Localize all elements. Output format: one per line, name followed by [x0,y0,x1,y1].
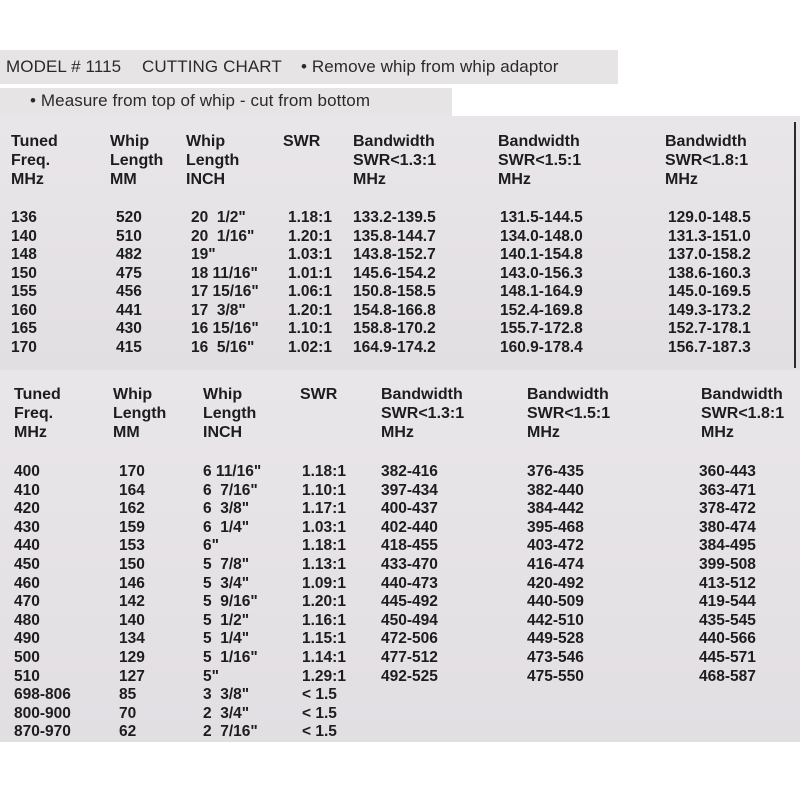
tuned-freq-cell: 148 [11,246,37,263]
bandwidth-1-5-cell: 403-472 [527,537,584,555]
whip-length-mm-cell: 127 [119,667,145,685]
bandwidth-1-3-header-line: Bandwidth [353,133,435,150]
bandwidth-1-3-cell: 400-437 [381,500,438,518]
tuned-freq-header-line: MHz [11,171,44,188]
tuned-freq-cell: 450 [14,556,40,573]
whip-length-inch-header-line: Whip [203,386,243,403]
tuned-freq-cell: 698-806 [14,686,71,704]
tuned-freq-header-line: Tuned [14,386,61,403]
whip-length-mm-header-line: Whip [110,133,150,150]
tuned-freq-cell: 510 [14,667,40,685]
bandwidth-1-5-header-line: MHz [498,171,531,188]
bandwidth-1-8-header-line: MHz [701,424,734,441]
swr-cell: 1.29:1 [302,667,346,685]
bandwidth-1-8-cell: 419-544 [699,593,756,611]
bandwidth-1-3-cell: 135.8-144.7 [353,227,436,245]
cutting-chart-vhf [0,116,800,370]
swr-cell: 1.20:1 [302,593,346,611]
bandwidth-1-3-header-line: MHz [381,424,414,441]
bandwidth-1-8-cell: 156.7-187.3 [668,338,751,356]
swr-cell: 1.20:1 [288,227,332,245]
whip-length-mm-cell: 162 [119,500,145,518]
swr-cell: 1.03:1 [288,246,332,263]
tuned-freq-cell: 400 [14,463,40,480]
bandwidth-1-8-cell: 468-587 [699,667,756,685]
tuned-freq-cell: 480 [14,611,40,629]
bandwidth-1-8-header-line: Bandwidth [665,133,747,150]
tuned-freq-cell: 140 [11,227,37,245]
bandwidth-1-8-cell: 131.3-151.0 [668,227,751,245]
whip-length-inch-header-line: Length [203,405,257,422]
tuned-freq-cell: 410 [14,481,40,499]
whip-length-inch-header-line: Length [186,152,240,169]
bandwidth-1-3-cell: 397-434 [381,481,438,499]
bandwidth-1-3-cell: 133.2-139.5 [353,209,436,226]
bandwidth-1-3-cell: 143.8-152.7 [353,246,436,263]
title-strip [0,50,618,84]
bandwidth-1-5-cell: 131.5-144.5 [500,209,583,226]
tuned-freq-cell: 470 [14,593,40,611]
whip-length-inch-cell: 6 1/4" [203,518,250,536]
tuned-freq-cell: 430 [14,518,40,536]
bandwidth-1-5-cell: 160.9-178.4 [500,338,583,356]
bandwidth-1-8-cell: 360-443 [699,463,756,480]
bandwidth-1-5-header-line: SWR<1.5:1 [498,152,582,169]
swr-cell: 1.09:1 [302,574,346,592]
bandwidth-1-8-cell: 149.3-173.2 [668,301,751,319]
swr-header-line: SWR [300,386,338,403]
whip-length-inch-cell: 17 15/16" [191,283,259,300]
whip-length-inch-cell: 5 1/2" [203,611,250,629]
whip-length-inch-cell: 2 3/4" [203,704,250,722]
bandwidth-1-5-cell: 416-474 [527,556,584,573]
tuned-freq-cell: 870-970 [14,723,71,741]
bandwidth-1-3-cell: 145.6-154.2 [353,264,436,282]
bandwidth-1-8-header-line: MHz [665,171,698,188]
tuned-freq-cell: 440 [14,537,40,555]
bandwidth-1-3-header-line: SWR<1.3:1 [381,405,465,422]
tuned-freq-cell: 490 [14,630,40,648]
bandwidth-1-3-cell: 150.8-158.5 [353,283,436,300]
swr-cell: 1.18:1 [288,209,332,226]
whip-length-mm-cell: 159 [119,518,145,536]
bandwidth-1-8-cell: 413-512 [699,574,756,592]
whip-length-mm-cell: 415 [116,338,142,356]
bandwidth-1-3-cell: 492-525 [381,667,438,685]
bandwidth-1-8-cell: 363-471 [699,481,756,499]
whip-length-inch-cell: 16 5/16" [191,338,255,356]
whip-length-mm-cell: 150 [119,556,145,573]
whip-length-mm-cell: 456 [116,283,142,300]
swr-cell: 1.18:1 [302,537,346,555]
swr-cell: < 1.5 [302,723,337,741]
whip-length-mm-cell: 146 [119,574,145,592]
swr-cell: 1.15:1 [302,630,346,648]
bandwidth-1-3-cell: 445-492 [381,593,438,611]
tuned-freq-cell: 500 [14,649,40,666]
bandwidth-1-8-cell: 445-571 [699,649,756,666]
tuned-freq-cell: 150 [11,264,37,282]
whip-length-mm-cell: 482 [116,246,142,263]
tuned-freq-header-line: Freq. [14,405,54,422]
whip-length-mm-cell: 441 [116,301,142,319]
whip-length-inch-cell: 18 11/16" [191,264,258,282]
tuned-freq-cell: 460 [14,574,40,592]
whip-length-inch-cell: 17 3/8" [191,301,246,319]
bandwidth-1-3-cell: 450-494 [381,611,438,629]
instruction-strip [0,88,452,116]
edge-rule [794,122,796,368]
whip-length-inch-cell: 5 9/16" [203,593,258,611]
bandwidth-1-8-header-line: SWR<1.8:1 [701,405,785,422]
model-number: MODEL # 1115 [6,57,122,76]
tuned-freq-cell: 136 [11,209,37,226]
bandwidth-1-5-cell: 384-442 [527,500,584,518]
bandwidth-1-5-cell: 152.4-169.8 [500,301,583,319]
cutting-chart-uhf [0,370,800,742]
bandwidth-1-3-cell: 382-416 [381,463,438,480]
whip-length-inch-cell: 2 7/16" [203,723,258,741]
bandwidth-1-8-cell: 435-545 [699,611,756,629]
whip-length-mm-cell: 62 [119,723,137,741]
bandwidth-1-5-cell: 440-509 [527,593,584,611]
bandwidth-1-3-cell: 164.9-174.2 [353,338,436,356]
whip-length-mm-cell: 85 [119,686,137,704]
whip-length-mm-cell: 153 [119,537,145,555]
tuned-freq-cell: 160 [11,301,37,319]
swr-cell: 1.14:1 [302,649,346,666]
whip-length-mm-cell: 510 [116,227,142,245]
bandwidth-1-5-cell: 473-546 [527,649,584,666]
tuned-freq-header-line: MHz [14,424,47,441]
instruction-remove-whip: • Remove whip from whip adaptor [301,57,559,76]
tuned-freq-cell: 165 [11,320,37,337]
bandwidth-1-3-cell: 158.8-170.2 [353,320,436,337]
bandwidth-1-3-cell: 440-473 [381,574,438,592]
swr-cell: 1.10:1 [302,481,346,499]
whip-length-inch-cell: 5 7/8" [203,556,250,573]
whip-length-inch-header-line: INCH [203,424,243,441]
whip-length-inch-cell: 5 1/4" [203,630,250,648]
bandwidth-1-8-cell: 380-474 [699,518,756,536]
bandwidth-1-8-cell: 129.0-148.5 [668,209,751,226]
whip-length-inch-header-line: INCH [186,171,226,188]
swr-cell: 1.20:1 [288,301,332,319]
bandwidth-1-5-header-line: MHz [527,424,560,441]
tuned-freq-header-line: Tuned [11,133,58,150]
bandwidth-1-5-cell: 382-440 [527,481,584,499]
bandwidth-1-8-cell: 145.0-169.5 [668,283,751,300]
bandwidth-1-3-header-line: Bandwidth [381,386,463,403]
bandwidth-1-3-cell: 402-440 [381,518,438,536]
whip-length-mm-header-line: MM [110,171,137,188]
bandwidth-1-5-cell: 376-435 [527,463,584,480]
swr-header-line: SWR [283,133,321,150]
whip-length-mm-cell: 142 [119,593,145,611]
bandwidth-1-5-header-line: Bandwidth [527,386,609,403]
swr-cell: 1.01:1 [288,264,332,282]
bandwidth-1-5-cell: 420-492 [527,574,584,592]
whip-length-inch-cell: 19" [191,246,216,263]
bandwidth-1-3-cell: 154.8-166.8 [353,301,436,319]
swr-cell: 1.02:1 [288,338,332,356]
tuned-freq-cell: 420 [14,500,40,518]
whip-length-inch-cell: 20 1/16" [191,227,255,245]
bandwidth-1-3-cell: 477-512 [381,649,438,666]
bandwidth-1-8-cell: 152.7-178.1 [668,320,751,337]
bandwidth-1-5-header-line: SWR<1.5:1 [527,405,611,422]
swr-cell: 1.03:1 [302,518,346,536]
bandwidth-1-8-header-line: Bandwidth [701,386,783,403]
swr-cell: 1.17:1 [302,500,346,518]
bandwidth-1-5-cell: 475-550 [527,667,584,685]
swr-cell: < 1.5 [302,704,337,722]
swr-cell: 1.10:1 [288,320,332,337]
bandwidth-1-5-header-line: Bandwidth [498,133,580,150]
bandwidth-1-8-cell: 399-508 [699,556,756,573]
whip-length-inch-header-line: Whip [186,133,226,150]
whip-length-mm-cell: 164 [119,481,145,499]
whip-length-mm-header-line: Length [113,405,167,422]
bandwidth-1-5-cell: 143.0-156.3 [500,264,583,282]
bandwidth-1-5-cell: 449-528 [527,630,584,648]
bandwidth-1-8-cell: 138.6-160.3 [668,264,751,282]
swr-cell: < 1.5 [302,686,337,704]
bandwidth-1-8-cell: 137.0-158.2 [668,246,751,263]
bandwidth-1-3-cell: 418-455 [381,537,438,555]
whip-length-mm-cell: 170 [119,463,145,480]
bandwidth-1-3-cell: 472-506 [381,630,438,648]
whip-length-inch-cell: 5 3/4" [203,574,250,592]
bandwidth-1-5-cell: 155.7-172.8 [500,320,583,337]
whip-length-mm-cell: 430 [116,320,142,337]
whip-length-mm-cell: 70 [119,704,137,722]
instruction-measure: • Measure from top of whip - cut from bottom [30,91,371,110]
swr-cell: 1.13:1 [302,556,346,573]
bandwidth-1-3-header-line: MHz [353,171,386,188]
whip-length-mm-cell: 520 [116,209,142,226]
whip-length-inch-cell: 16 15/16" [191,320,259,337]
bandwidth-1-5-cell: 395-468 [527,518,584,536]
bandwidth-1-3-header-line: SWR<1.3:1 [353,152,437,169]
chart-name: CUTTING CHART [142,57,282,76]
bandwidth-1-5-cell: 140.1-154.8 [500,246,583,263]
whip-length-inch-cell: 6" [203,537,219,555]
bandwidth-1-5-cell: 442-510 [527,611,584,629]
whip-length-inch-cell: 6 7/16" [203,481,258,499]
tuned-freq-header-line: Freq. [11,152,51,169]
whip-length-mm-header-line: MM [113,424,140,441]
whip-length-inch-cell: 5" [203,667,219,685]
whip-length-mm-header-line: Whip [113,386,153,403]
whip-length-inch-cell: 6 3/8" [203,500,250,518]
swr-cell: 1.18:1 [302,463,346,480]
whip-length-inch-cell: 3 3/8" [203,686,250,704]
whip-length-mm-cell: 129 [119,649,145,666]
whip-length-mm-header-line: Length [110,152,164,169]
bandwidth-1-8-cell: 384-495 [699,537,756,555]
bandwidth-1-8-cell: 378-472 [699,500,756,518]
tuned-freq-cell: 170 [11,338,37,356]
tuned-freq-cell: 800-900 [14,704,71,722]
bandwidth-1-5-cell: 148.1-164.9 [500,283,583,300]
whip-length-mm-cell: 134 [119,630,145,648]
whip-length-mm-cell: 140 [119,611,145,629]
bandwidth-1-8-header-line: SWR<1.8:1 [665,152,749,169]
swr-cell: 1.16:1 [302,611,346,629]
bandwidth-1-8-cell: 440-566 [699,630,756,648]
whip-length-inch-cell: 5 1/16" [203,649,258,666]
whip-length-inch-cell: 6 11/16" [203,463,262,480]
swr-cell: 1.06:1 [288,283,332,300]
bandwidth-1-5-cell: 134.0-148.0 [500,227,583,245]
whip-length-mm-cell: 475 [116,264,142,282]
bandwidth-1-3-cell: 433-470 [381,556,438,573]
whip-length-inch-cell: 20 1/2" [191,209,246,226]
tuned-freq-cell: 155 [11,283,37,300]
